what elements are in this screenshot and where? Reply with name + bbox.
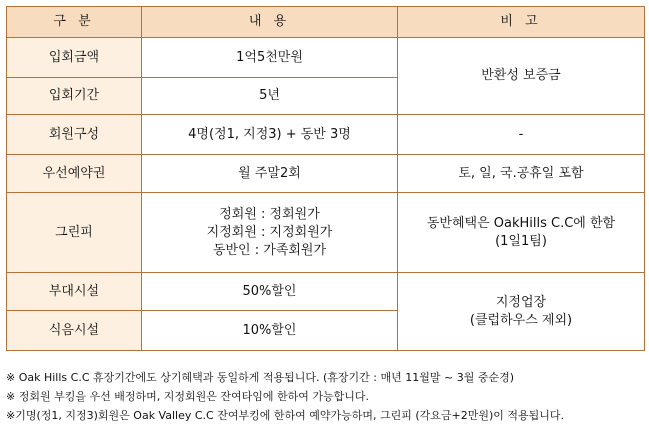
row-label-greenfee: 그린피 — [7, 193, 142, 273]
row-value-dining: 10%할인 — [142, 311, 398, 351]
row-label-period: 입회기간 — [7, 78, 142, 115]
greenfee-line: 지정회원 : 지정회원가 — [206, 224, 333, 240]
row-value-fee: 1억5천만원 — [142, 38, 398, 78]
table-row — [7, 155, 645, 193]
greenfee-remark-line: (1일1팀) — [495, 233, 547, 249]
greenfee-line: 동반인 : 가족회원가 — [212, 242, 327, 258]
header-remarks: 비 고 — [398, 7, 645, 38]
membership-table — [6, 6, 645, 351]
membership-table-container — [6, 6, 644, 351]
discount-remark-line: 지정업장 — [495, 294, 547, 310]
greenfee-line: 정회원 : 정회원가 — [219, 206, 320, 222]
row-label-composition: 회원구성 — [7, 115, 142, 155]
row-remark-reservation: 토, 일, 국.공휴일 포함 — [398, 155, 645, 193]
row-value-facility: 50%할인 — [142, 273, 398, 311]
footnote: ※ Oak Hills C.C 휴장기간에도 상기혜택과 동일하게 적용됩니다. (휴장기간 : 매년 11월말 ~ 3월 중순경) — [6, 371, 514, 384]
table-header-row — [7, 7, 645, 38]
table-row — [7, 115, 645, 155]
row-remark-composition: - — [398, 115, 645, 155]
row-label-dining: 식음시설 — [7, 311, 142, 351]
row-value-greenfee — [142, 193, 398, 273]
row-label-reservation: 우선예약권 — [7, 155, 142, 193]
row-remark-greenfee — [398, 193, 645, 273]
table-row — [7, 193, 645, 273]
table-row — [7, 273, 645, 311]
row-value-reservation: 월 주말2회 — [142, 155, 398, 193]
greenfee-remark-line: 동반혜택은 OakHills C.C에 한함 — [426, 215, 616, 231]
footnote: ※기명(정1, 지정3)회원은 Oak Valley C.C 잔여부킹에 한하여 예약가능하며, 그린피 (각요금+2만원)이 적용됩니다. — [6, 409, 565, 422]
header-category: 구 분 — [7, 7, 142, 38]
discount-remark-line: (클럽하우스 제외) — [469, 312, 573, 328]
footnote: ※ 정회원 부킹을 우선 배정하며, 지정회원은 잔여타임에 한하여 가능합니다. — [6, 390, 369, 403]
remark-discount — [398, 273, 645, 351]
row-value-period: 5년 — [142, 78, 398, 115]
row-label-facility: 부대시설 — [7, 273, 142, 311]
footnotes — [6, 368, 644, 425]
row-label-fee: 입회금액 — [7, 38, 142, 78]
row-value-composition: 4명(정1, 지정3) + 동반 3명 — [142, 115, 398, 155]
remark-deposit: 반환성 보증금 — [398, 38, 645, 115]
header-content: 내 용 — [142, 7, 398, 38]
table-row — [7, 38, 645, 78]
